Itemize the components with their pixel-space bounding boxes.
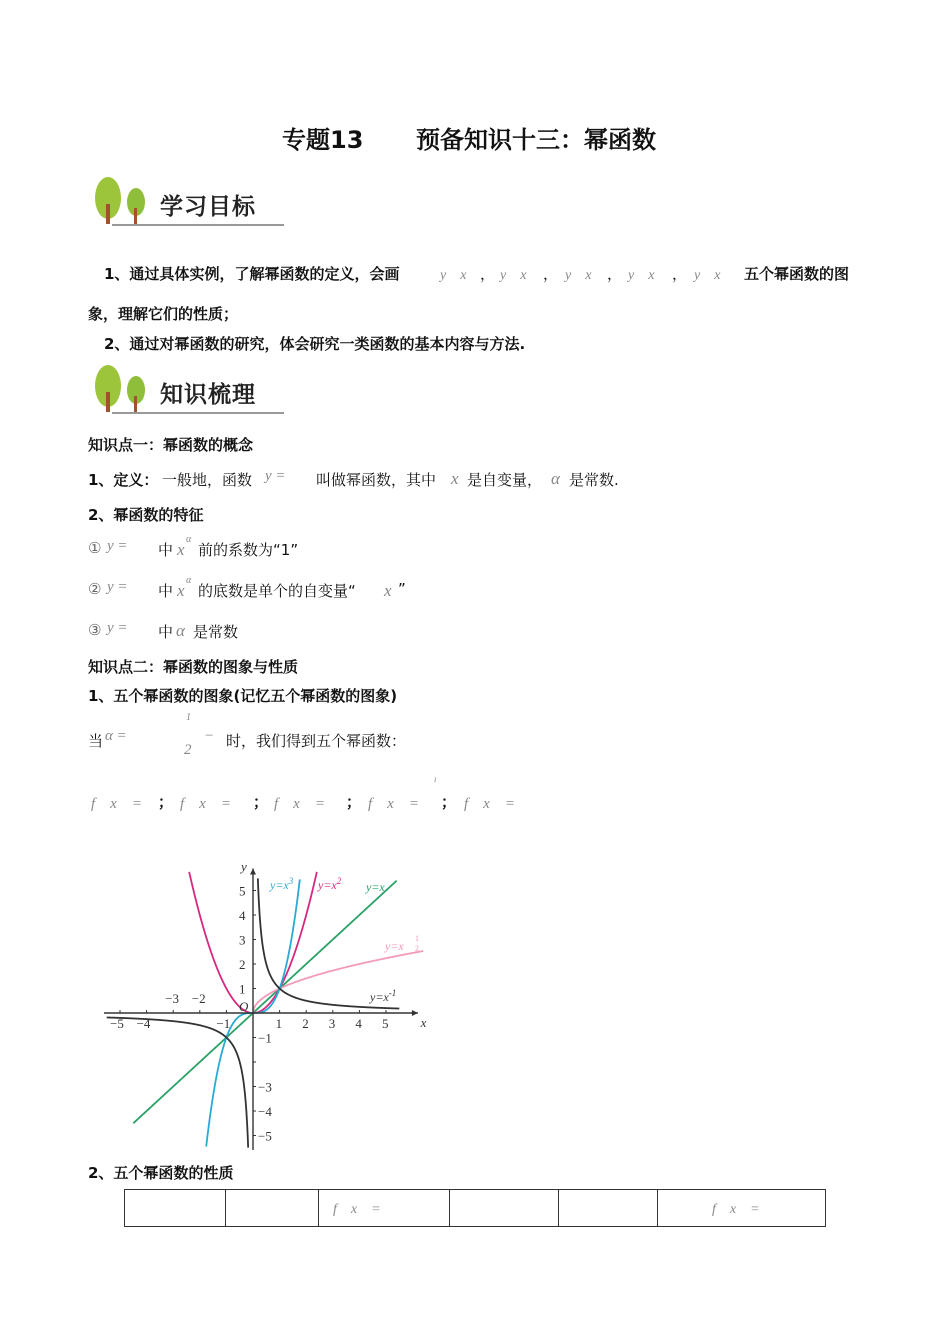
when-prefix: 当	[88, 732, 104, 750]
y-tick-label: −4	[258, 1104, 272, 1119]
table-cell	[125, 1190, 226, 1227]
y-tick-label: 2	[239, 957, 246, 972]
x-tick-label: 5	[382, 1016, 389, 1031]
when-suffix: 时，我们得到五个幂函数：	[226, 732, 407, 750]
knowledge-heading: 知识梳理	[160, 382, 256, 408]
x-tick-label: −3	[165, 991, 180, 1006]
when-dash: −	[204, 728, 215, 744]
series-label-y-x: y=x	[366, 880, 385, 894]
x-tick-label: −2	[191, 991, 206, 1006]
series-label-y-sqrt-x-exp-den: 2	[415, 944, 419, 953]
tree-icon	[92, 176, 154, 224]
series-label-y-x3-exp: 3	[288, 876, 294, 886]
y-tick-label: 4	[239, 908, 246, 923]
semicolon: ；	[346, 793, 362, 811]
y-axis-label: y	[241, 858, 247, 874]
feature-2-x2: x	[384, 581, 392, 600]
goal-item-2: 2、通过对幂函数的研究，体会研究一类函数的基本内容与方法.	[104, 335, 526, 353]
comma: ，	[672, 265, 688, 283]
feature-2-x: x	[177, 581, 185, 600]
series-label-y-x2-exp: 2	[336, 876, 342, 886]
feature-3-alpha: α	[176, 621, 185, 640]
when-frac-den: 2	[184, 742, 192, 758]
def-text-b: 叫做幂函数，其中	[316, 471, 437, 489]
x-tick-label: 3	[328, 1016, 336, 1031]
table-row	[125, 1190, 826, 1227]
function-1: f x =	[91, 796, 142, 812]
def-text-d: 是常数.	[569, 471, 619, 489]
goal-item-1-prefix: 1、通过具体实例，了解幂函数的定义，会画	[104, 265, 400, 283]
x-tick-label: 2	[302, 1016, 309, 1031]
def-text-a: 一般地，函数	[162, 471, 253, 489]
feature-1-x: x	[177, 540, 185, 559]
x-axis-label: x	[420, 1015, 427, 1030]
power-functions-chart	[98, 858, 443, 1150]
properties-table	[124, 1189, 826, 1227]
series-label-y-sqrt-x-exp-num: 1	[415, 934, 419, 943]
function-5: f x =	[464, 796, 515, 812]
goals-heading: 学习目标	[160, 194, 256, 220]
series-label-y-inv-x-exp: -1	[388, 988, 397, 998]
def-y: y =	[265, 468, 286, 484]
x-tick-label: 1	[275, 1016, 283, 1031]
feature-2-end: ”	[398, 580, 406, 598]
goal-formula-5: y x	[694, 268, 721, 283]
series-y-sqrt-x-line	[253, 951, 423, 1013]
tree-icon	[92, 364, 154, 412]
knowledge-banner	[92, 364, 284, 414]
feature-2-sup: α	[186, 575, 192, 586]
when-frac-num: 1	[186, 712, 191, 723]
table-cell: f x =	[658, 1190, 826, 1227]
doc-title: 预备知识十三：幂函数	[416, 126, 656, 154]
y-tick-label: 1	[239, 981, 246, 997]
table-cell	[450, 1190, 559, 1227]
def-x: x	[451, 469, 459, 488]
y-tick-label: −5	[258, 1128, 272, 1144]
series-label-y-inv-x: $y=x^{-1}$	[370, 988, 397, 1004]
feature-3-y: y =	[107, 620, 128, 636]
point1-title: 知识点一：幂函数的概念	[88, 436, 254, 454]
x-tick-label: −1	[216, 1016, 231, 1031]
feature-3-num: ③	[88, 621, 102, 639]
y-axis-arrow	[250, 868, 256, 874]
series-label-y-x3: $y=x^3$	[270, 876, 294, 892]
comma: ，	[480, 265, 496, 283]
x-tick-label: −4	[136, 1016, 151, 1031]
feature-1-sup: α	[186, 534, 192, 545]
comma: ，	[607, 265, 623, 283]
series-label-y-x2: $y=x^2$	[318, 876, 342, 892]
goal-formula-4: y x	[628, 268, 655, 283]
feature-1-mid: 中	[158, 541, 174, 559]
y-tick-label: 3	[239, 932, 246, 948]
semicolon: ；	[158, 793, 174, 811]
series-label-y-sqrt-x: y=x	[385, 939, 404, 953]
function-2: f x =	[180, 796, 231, 812]
goal-item-1-cont: 象，理解它们的性质；	[88, 305, 239, 323]
y-tick-label: −1	[258, 1030, 272, 1046]
x-tick-label: 4	[355, 1016, 362, 1031]
goal-item-1-suffix: 五个幂函数的图	[744, 265, 850, 283]
point2-title: 知识点二：幂函数的图象与性质	[88, 658, 299, 676]
y-tick-label: −3	[258, 1079, 272, 1095]
knowledge-rule	[112, 412, 284, 414]
x-axis-arrow	[412, 1010, 418, 1016]
feature-3-text: 是常数	[193, 623, 239, 641]
feature-2-num: ②	[88, 580, 102, 598]
y-tick-label: 5	[239, 883, 246, 899]
goals-rule	[112, 224, 284, 226]
def-alpha: α	[551, 469, 560, 488]
goal-formula-2: y x	[500, 268, 527, 283]
function-4-exp-mark: ı	[434, 774, 437, 784]
def-label: 1、定义：	[88, 471, 159, 489]
when-alpha: α =	[105, 728, 127, 744]
feature-1-num: ①	[88, 539, 102, 557]
def-text-c: 是自变量，	[467, 471, 543, 489]
feature-2-text: 的底数是单个的自变量“	[198, 582, 356, 600]
semicolon: ；	[441, 793, 457, 811]
function-3: f x =	[274, 796, 325, 812]
goal-formula-1: y x	[440, 268, 467, 283]
goals-banner	[92, 176, 284, 226]
props-title: 2、五个幂函数的性质	[88, 1164, 234, 1182]
x-tick-label: −5	[110, 1016, 124, 1031]
feature-1-y: y =	[107, 538, 128, 554]
doc-title-number: 专题13	[282, 126, 364, 154]
comma: ，	[543, 265, 559, 283]
graph-title: 1、五个幂函数的图象(记忆五个幂函数的图象)	[88, 687, 398, 705]
feature-1-text: 前的系数为“1”	[198, 541, 299, 559]
table-cell	[559, 1190, 658, 1227]
features-title: 2、幂函数的特征	[88, 506, 204, 524]
goal-formula-3: y x	[565, 268, 592, 283]
feature-2-y: y =	[107, 579, 128, 595]
function-4: f x =	[368, 796, 419, 812]
semicolon: ；	[253, 793, 269, 811]
origin-label: O	[239, 999, 249, 1014]
feature-3-mid: 中	[158, 623, 174, 641]
table-cell	[226, 1190, 319, 1227]
table-cell: f x =	[319, 1190, 450, 1227]
feature-2-mid: 中	[158, 582, 174, 600]
